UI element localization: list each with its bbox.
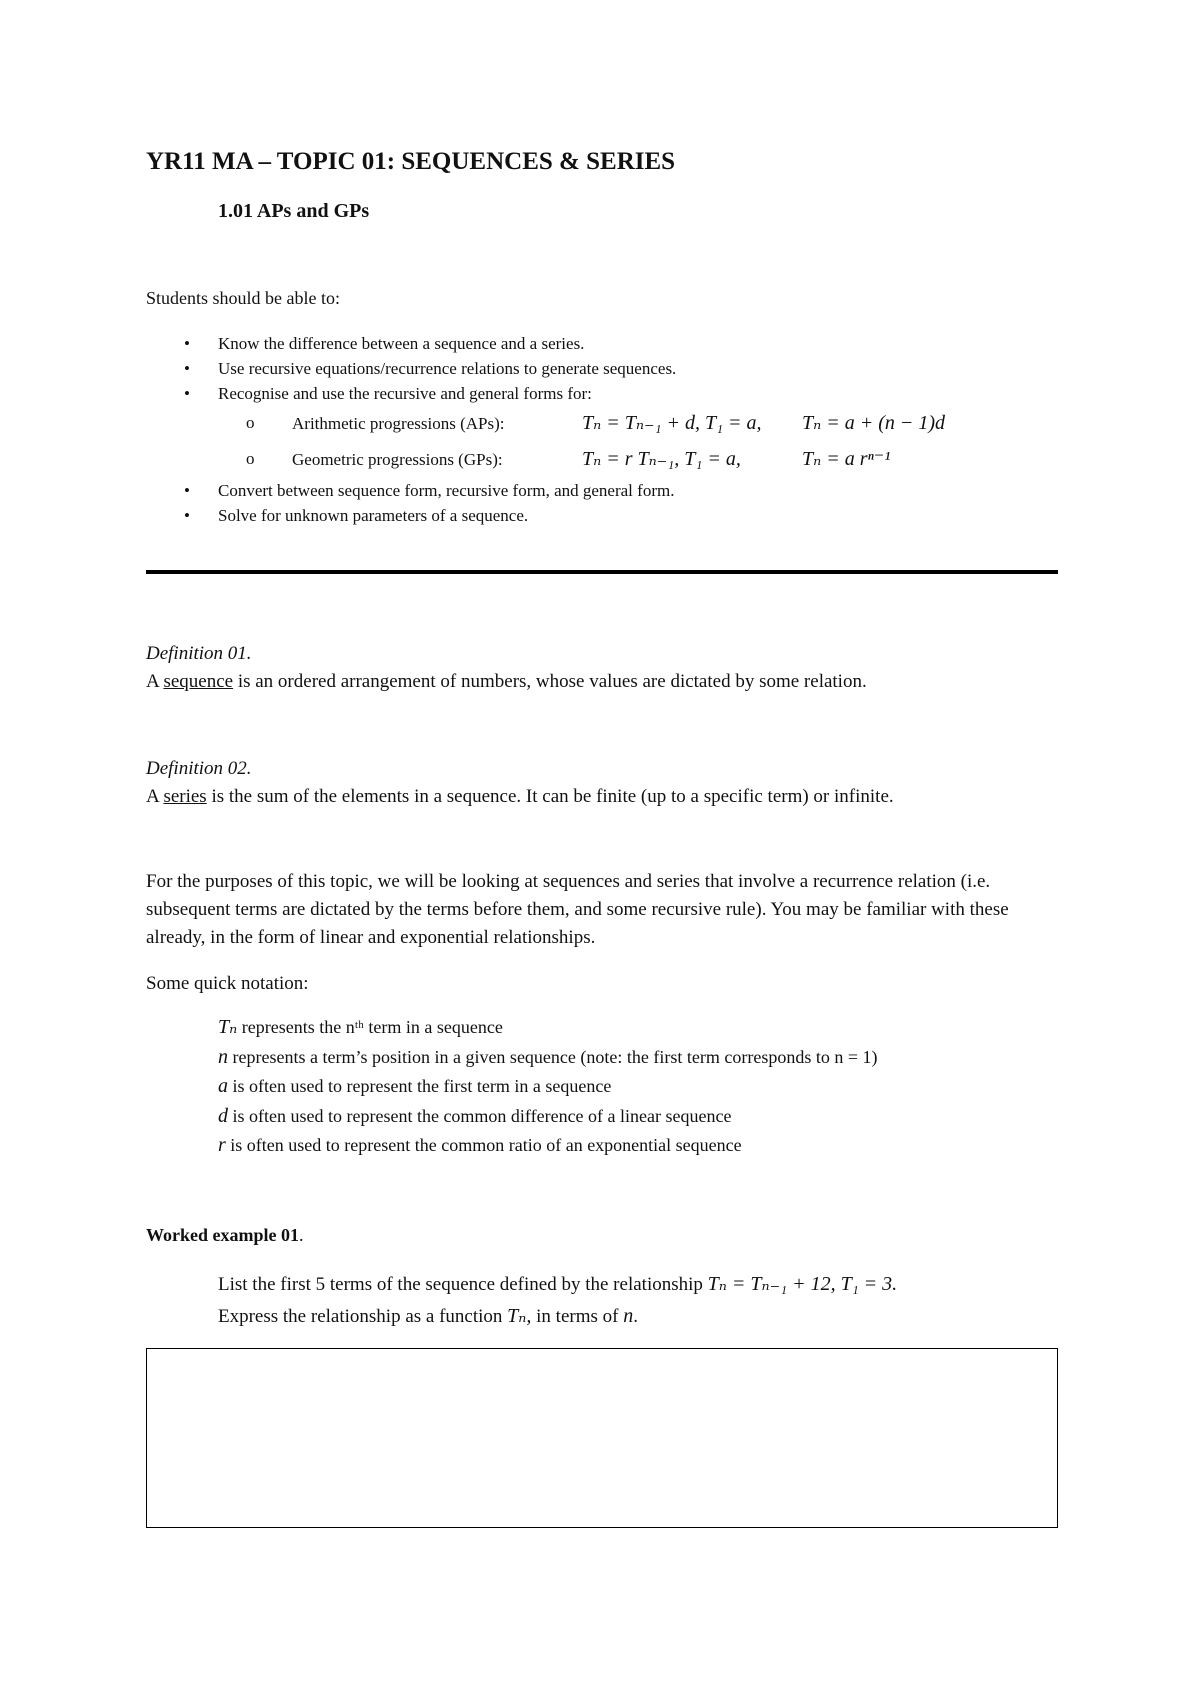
- ap-label: Arithmetic progressions (APs):: [292, 414, 505, 433]
- worked-example-end: .: [633, 1306, 638, 1327]
- list-item: [218, 1131, 877, 1161]
- outcome-text: Convert between sequence form, recursive form, and general form.: [218, 481, 675, 500]
- outcome-text: Know the difference between a sequence and a series.: [218, 334, 585, 353]
- intro-paragraph: For the purposes of this topic, we will be looking at sequences and series that involve a recurrence relation (i.e. subsequent terms are dictated by the terms before them, and some recursive rule). You may be familiar with these already, in the form of linear and exponential relationships.: [146, 871, 1009, 948]
- worked-example-instruction-2: Express the relationship as a function: [218, 1306, 508, 1327]
- definition-01-prefix: A: [146, 671, 164, 692]
- list-item: [146, 503, 1046, 528]
- worked-example-line-1: [218, 1271, 897, 1296]
- list-item: [146, 478, 1046, 503]
- worked-example-label: Worked example 01: [146, 1225, 299, 1245]
- answer-box[interactable]: [146, 1348, 1058, 1528]
- notation-heading: Some quick notation:: [146, 973, 309, 994]
- list-item: [218, 1072, 877, 1102]
- notation-symbol: Tₙ: [218, 1016, 238, 1038]
- gp-label: Geometric progressions (GPs):: [292, 450, 503, 469]
- notation-list: [218, 1013, 877, 1161]
- notation-text: is often used to represent the first term in a sequence: [228, 1076, 612, 1096]
- definition-02-text: [146, 786, 894, 808]
- bullet-icon: •: [184, 506, 190, 525]
- definition-02-body: is the sum of the elements in a sequence. It can be finite (up to a specific term) or infinite.: [206, 786, 894, 807]
- notation-symbol: d: [218, 1104, 228, 1127]
- outcome-text: Use recursive equations/recurrence relations to generate sequences.: [218, 359, 677, 378]
- worked-example-instruction-3: in terms of: [531, 1306, 624, 1327]
- notation-symbol: r: [218, 1134, 226, 1156]
- bullet-icon: •: [184, 359, 190, 378]
- notation-text: is often used to represent the common difference of a linear sequence: [228, 1105, 732, 1126]
- definition-02-prefix: A: [146, 786, 164, 807]
- worked-example-instruction: List the first 5 terms of the sequence defined by the relationship: [218, 1274, 708, 1295]
- worked-example-function: Tₙ,: [507, 1305, 532, 1327]
- list-item: [146, 356, 1046, 381]
- list-item: [218, 1102, 877, 1132]
- term-sequence: sequence: [163, 671, 234, 692]
- list-item: [218, 1043, 877, 1073]
- term-series: series: [163, 786, 207, 807]
- section-subtitle: 1.01 APs and GPs: [218, 200, 370, 222]
- notation-text: is often used to represent the common ratio of an exponential sequence: [225, 1135, 742, 1155]
- worked-example-relation: Tₙ = Tₙ₋₁ + 12, T₁ = 3.: [707, 1273, 898, 1295]
- sub-bullet-icon: o: [246, 413, 255, 432]
- notation-symbol: a: [218, 1075, 228, 1097]
- notation-symbol: n: [218, 1045, 228, 1068]
- outcome-text: Recognise and use the recursive and general forms for:: [218, 384, 592, 403]
- list-item: [218, 1013, 877, 1043]
- list-item: [146, 381, 1046, 406]
- bullet-icon: •: [184, 384, 190, 403]
- notation-text: represents the nᵗʰ term in a sequence: [237, 1017, 503, 1037]
- notation-text: represents a term’s position in a given sequence (note: the first term corresponds to n = 1): [228, 1046, 878, 1067]
- list-item: [146, 331, 1046, 356]
- worked-example-heading: [146, 1225, 304, 1246]
- definition-01-text: [146, 671, 867, 693]
- outcomes-list: [146, 331, 1046, 528]
- definition-01-label: Definition 01.: [146, 643, 252, 664]
- gp-recursive-formula: Tₙ = r Tₙ₋₁, T₁ = a,: [582, 448, 741, 470]
- worked-example-line-2: [218, 1303, 638, 1328]
- gp-general-formula: Tₙ = a rⁿ⁻¹: [802, 448, 891, 470]
- outcome-text: Solve for unknown parameters of a sequence.: [218, 506, 529, 525]
- bullet-icon: •: [184, 481, 190, 500]
- section-divider: [146, 570, 1058, 574]
- worked-example-variable: n: [623, 1305, 634, 1327]
- ap-general-formula: Tₙ = a + (n − 1)d: [802, 412, 946, 434]
- worked-example-label-end: .: [299, 1225, 304, 1245]
- bullet-icon: •: [184, 334, 190, 353]
- outcomes-intro: Students should be able to:: [146, 288, 340, 308]
- definition-01-body: is an ordered arrangement of numbers, whose values are dictated by some relation.: [233, 671, 867, 692]
- sub-list-item-ap: [146, 406, 1046, 442]
- ap-recursive-formula: Tₙ = Tₙ₋₁ + d, T₁ = a,: [582, 412, 762, 434]
- sub-list-item-gp: [146, 442, 1046, 478]
- page-title: YR11 MA – TOPIC 01: SEQUENCES & SERIES: [146, 148, 676, 175]
- sub-bullet-icon: o: [246, 449, 255, 468]
- definition-02-label: Definition 02.: [146, 758, 252, 779]
